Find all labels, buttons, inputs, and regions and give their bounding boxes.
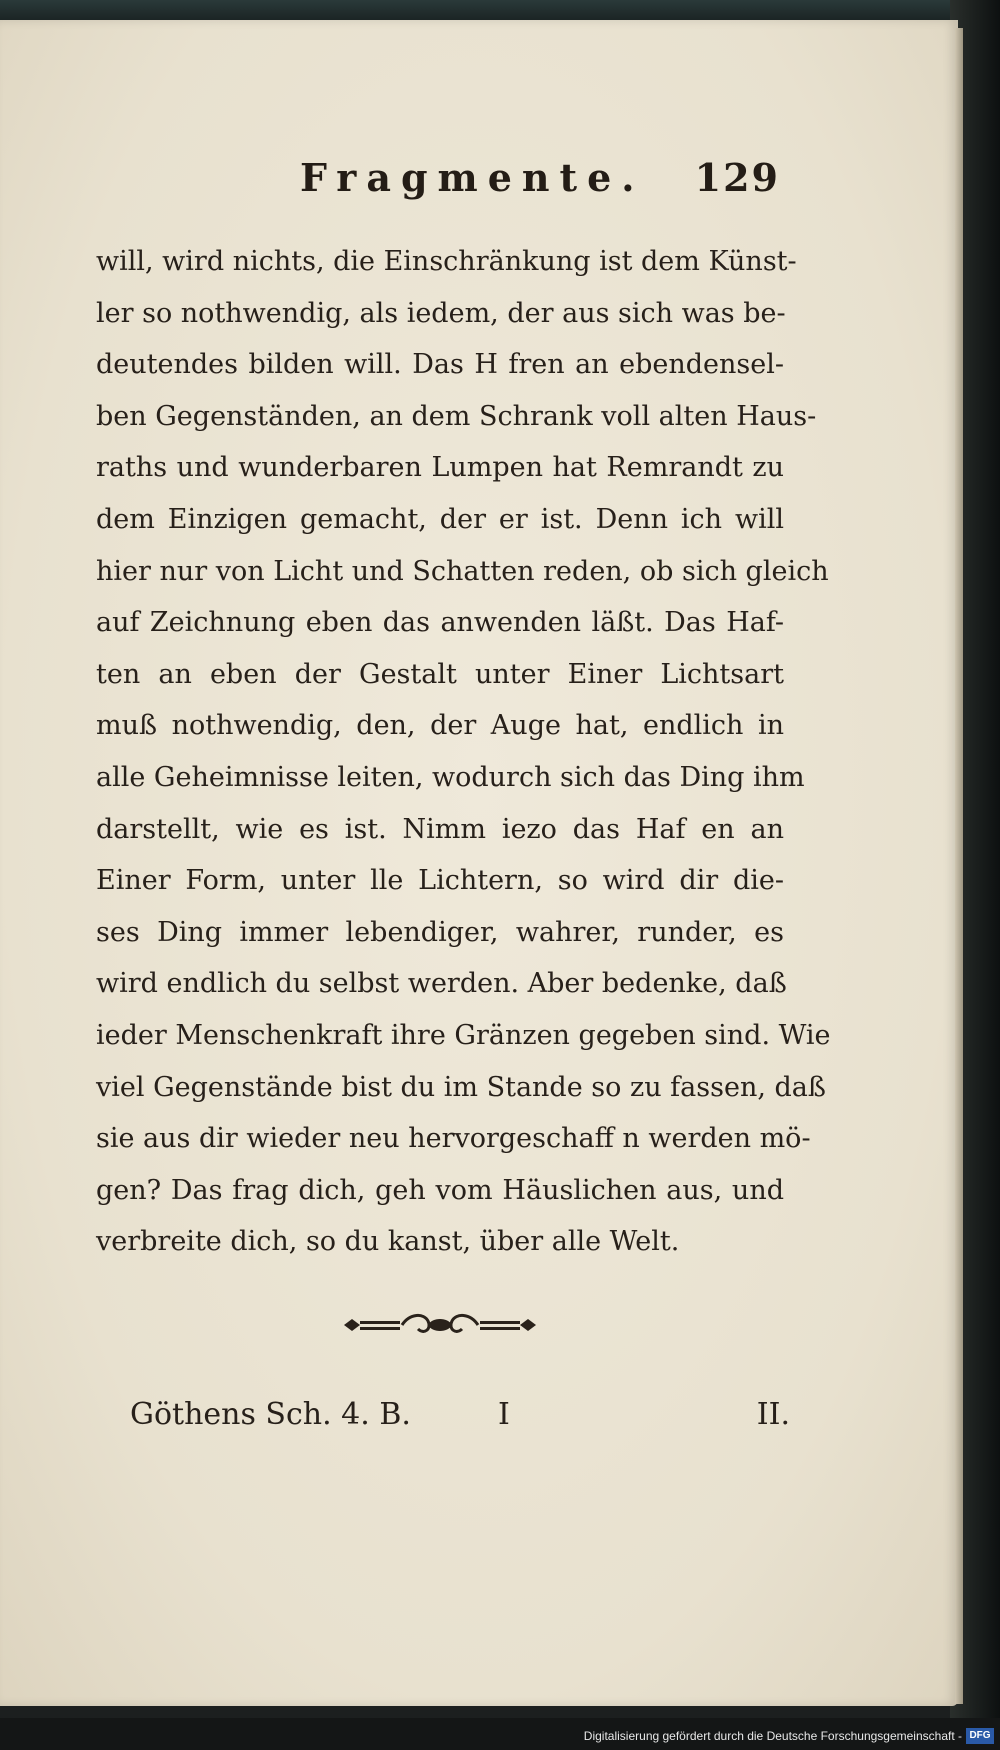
- book-cover-top: [0, 0, 1000, 22]
- text-line: ses Ding immer lebendiger, wahrer, runder, es: [96, 916, 784, 948]
- page-edge: [955, 28, 963, 1704]
- text-line: raths und wunderbaren Lumpen hat Remrandt zu: [96, 452, 784, 484]
- text-line: ler so nothwendig, als iedem, der aus sich was be-: [96, 297, 786, 329]
- text-line: auf Zeichnung eben das anwenden läßt. Das Haf-: [96, 607, 784, 639]
- text-line: dem Einzigen gemacht, der er ist. Denn ich will: [96, 503, 784, 535]
- dfg-logo-icon: DFG: [966, 1728, 994, 1744]
- page-footer: [130, 1397, 790, 1445]
- text-line: ten an eben der Gestalt unter Einer Lichtsart: [96, 658, 784, 690]
- page-header: [300, 155, 780, 215]
- text-line: viel Gegenstände bist du im Stande so zu fassen, daß: [96, 1071, 826, 1103]
- text-line: ben Gegenständen, an dem Schrank voll alten Haus-: [96, 400, 817, 432]
- sheet-number: II.: [756, 1397, 790, 1432]
- text-line: gen? Das frag dich, geh vom Häuslichen aus, und: [96, 1174, 784, 1206]
- text-line: ieder Menschenkraft ihre Gränzen gegeben sind. Wie: [96, 1019, 831, 1051]
- text-line: muß nothwendig, den, der Auge hat, endlich in: [96, 710, 784, 742]
- text-line: wird endlich du selbst werden. Aber bedenke, daß: [96, 968, 787, 1000]
- digitization-credit: Digitalisierung gefördert durch die Deutsche Forschungsgemeinschaft -: [583, 1729, 962, 1743]
- sheet-letter: I: [498, 1397, 510, 1432]
- text-line: hier nur von Licht und Schatten reden, ob sich gleich: [96, 555, 829, 587]
- running-title: Fragmente.: [300, 155, 645, 200]
- text-line-last: verbreite dich, so du kanst, über alle Welt.: [96, 1226, 680, 1258]
- text-line: Einer Form, unter lle Lichtern, so wird dir die-: [96, 865, 784, 897]
- text-line: darstellt, wie es ist. Nimm iezo das Haf en an: [96, 813, 784, 845]
- scroll-ornament-icon: [340, 1305, 540, 1345]
- text-line: will, wird nichts, die Einschränkung ist dem Künst-: [96, 246, 797, 277]
- signature-mark: Göthens Sch. 4. B.: [130, 1397, 411, 1432]
- text-line: alle Geheimnisse leiten, wodurch sich das Ding ihm: [96, 761, 805, 793]
- page-number: 129: [694, 155, 780, 200]
- text-body: [96, 236, 831, 1268]
- text-line: deutendes bilden will. Das H fren an ebendensel-: [96, 349, 784, 381]
- text-line: sie aus dir wieder neu hervorgeschaff n werden mö-: [96, 1123, 811, 1155]
